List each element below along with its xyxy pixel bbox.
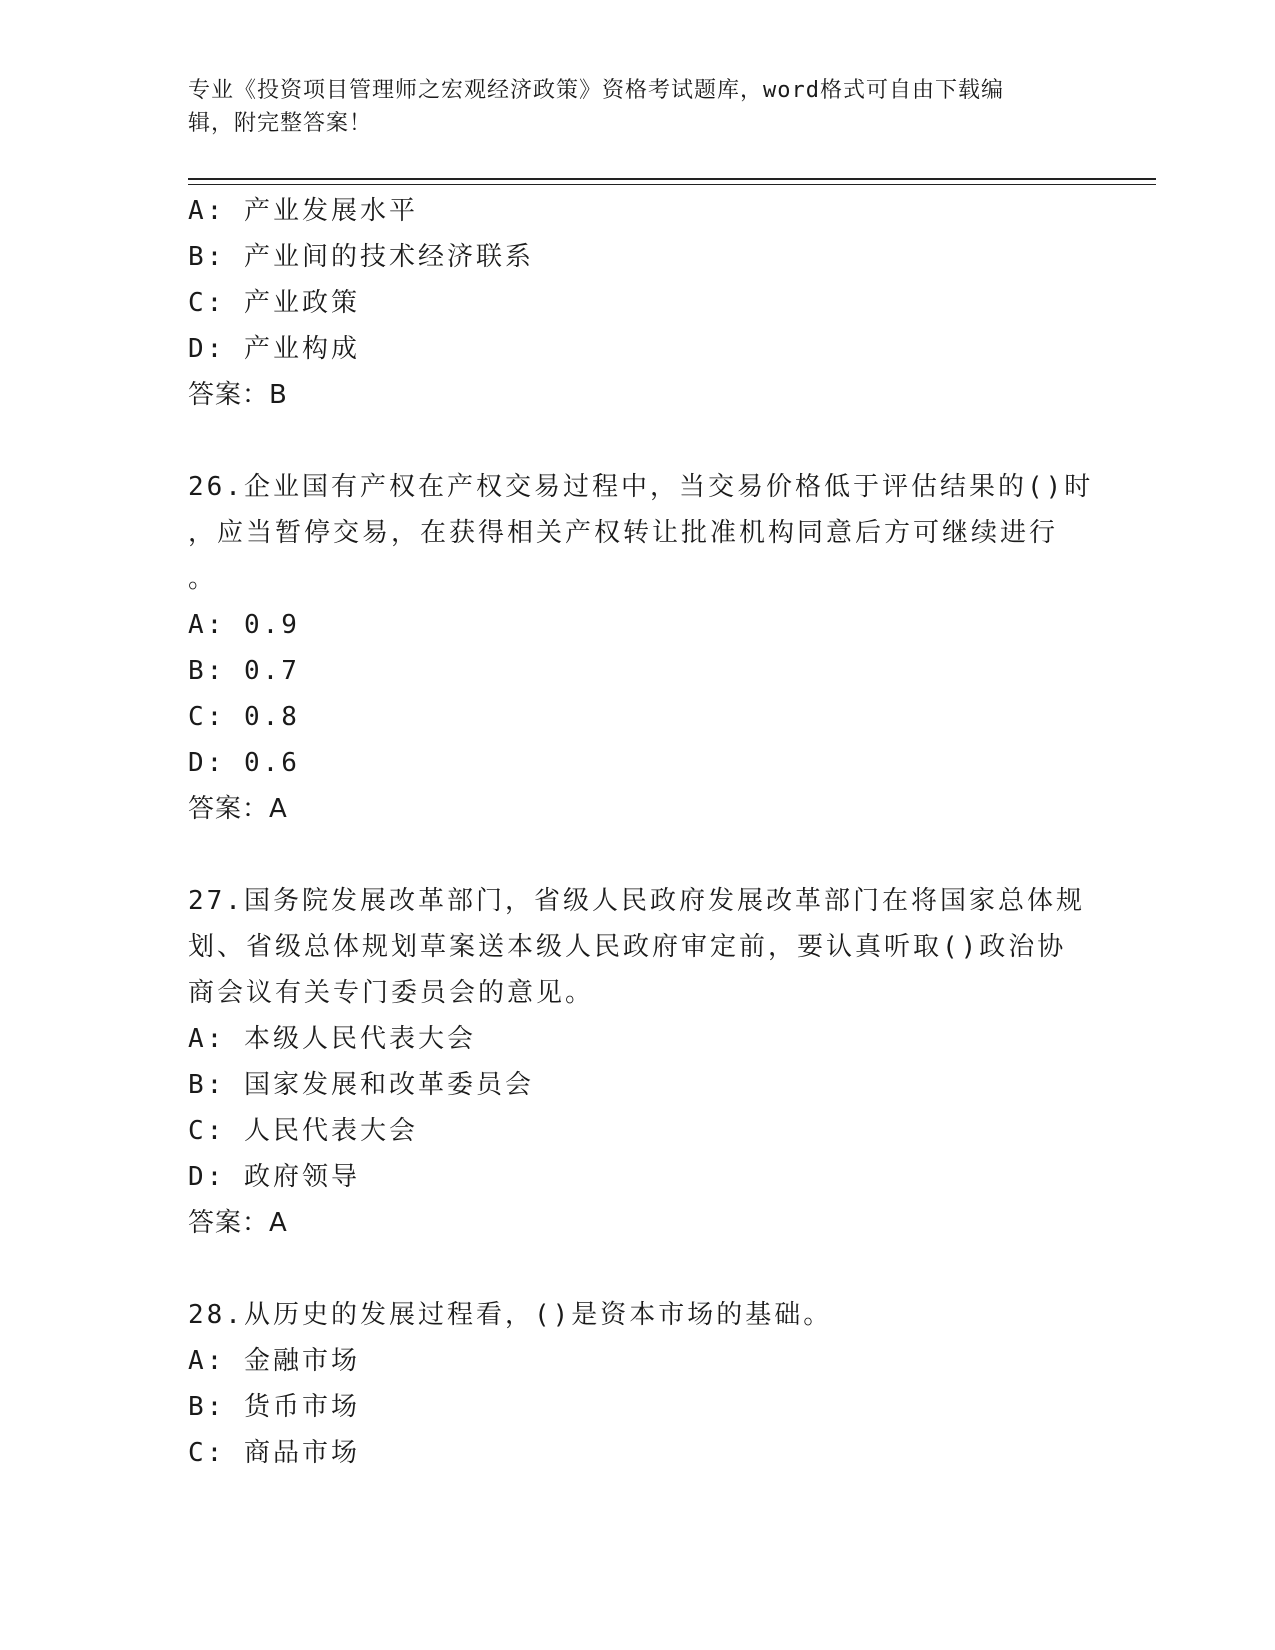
option-c: C: 产业政策: [188, 288, 360, 318]
option-c: C: 0.8: [188, 702, 300, 732]
question-stem-line: 28.从历史的发展过程看，()是资本市场的基础。: [188, 1300, 833, 1330]
option-c: C: 商品市场: [188, 1438, 360, 1468]
answer: 答案：A: [188, 794, 288, 824]
option-b: B: 产业间的技术经济联系: [188, 242, 534, 272]
option-b: B: 国家发展和改革委员会: [188, 1070, 534, 1100]
question-28: [188, 1292, 1068, 1476]
option-b: B: 货币市场: [188, 1392, 360, 1422]
option-d: D: 政府领导: [188, 1162, 360, 1192]
question-stem-line: 商会议有关专门委员会的意见。: [188, 978, 595, 1008]
header-rule-thick: [188, 178, 1156, 180]
header-line-2: 辑，附完整答案！: [188, 111, 373, 136]
question-stem-line: 27.国务院发展改革部门，省级人民政府发展改革部门在将国家总体规: [188, 886, 1085, 916]
option-a: A: 金融市场: [188, 1346, 360, 1376]
document-header: [188, 74, 1068, 140]
option-a: A: 0.9: [188, 610, 300, 640]
question-stem-line: 26.企业国有产权在产权交易过程中，当交易价格低于评估结果的()时: [188, 472, 1094, 502]
question-list: [188, 188, 1094, 1476]
option-d: D: 0.6: [188, 748, 300, 778]
answer: 答案：A: [188, 1208, 288, 1238]
question-stem-line: 。: [188, 564, 218, 594]
header-rule-thin: [188, 184, 1156, 185]
answer: 答案：B: [188, 380, 288, 410]
option-c: C: 人民代表大会: [188, 1116, 418, 1146]
option-a: A: 产业发展水平: [188, 196, 418, 226]
question-26: [188, 464, 1094, 832]
option-d: D: 产业构成: [188, 334, 360, 364]
question-27: [188, 878, 1085, 1246]
header-line-1: 专业《投资项目管理师之宏观经济政策》资格考试题库，word格式可自由下载编: [188, 78, 1004, 103]
question-stem-line: 划、省级总体规划草案送本级人民政府审定前，要认真听取()政治协: [188, 932, 1067, 962]
question-stem-line: ，应当暂停交易，在获得相关产权转让批准机构同意后方可继续进行: [188, 518, 1059, 548]
option-a: A: 本级人民代表大会: [188, 1024, 476, 1054]
option-b: B: 0.7: [188, 656, 300, 686]
question-25-tail: [188, 188, 1068, 418]
